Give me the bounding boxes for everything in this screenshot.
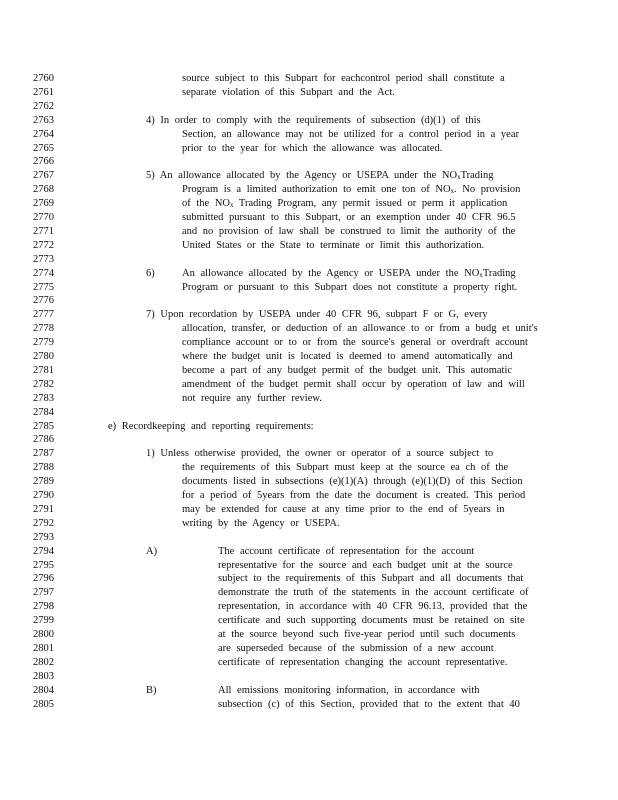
line-text: writing by the Agency or USEPA. (182, 517, 340, 529)
line-number: 2773 (33, 253, 54, 265)
document-line (0, 378, 618, 392)
document-line (0, 114, 618, 128)
document-line (0, 628, 618, 642)
line-number: 2802 (33, 656, 54, 668)
line-number: 2761 (33, 86, 54, 98)
line-number: 2765 (33, 142, 54, 154)
line-text: The account certificate of representation for the account (218, 545, 475, 557)
line-number: 2799 (33, 615, 54, 627)
document-line (0, 684, 618, 698)
line-text: allocation, transfer, or deduction of an allowance to or from a budg et unit's (182, 323, 538, 335)
document-line (0, 614, 618, 628)
line-number: 2764 (33, 128, 54, 140)
line-number: 2789 (33, 476, 54, 488)
line-number: 2787 (33, 448, 54, 460)
line-number: 2798 (33, 601, 54, 613)
line-number: 2763 (33, 114, 54, 126)
document-line (0, 503, 618, 517)
item-label: A) (146, 545, 158, 557)
document-line (0, 642, 618, 656)
line-number: 2793 (33, 531, 54, 543)
line-number: 2788 (33, 462, 54, 474)
document-line (0, 447, 618, 461)
document-line (0, 211, 618, 225)
document-line (0, 142, 618, 156)
line-number: 2780 (33, 351, 54, 362)
line-text: of the $NO_x$ Trading Program, any permit issued or perm it application (182, 198, 508, 210)
line-number: 2782 (33, 378, 54, 390)
line-text: for a period of 5years from the date the document is created. This period (182, 490, 526, 501)
line-number: 2790 (33, 490, 54, 501)
subscript: x (457, 173, 461, 182)
line-number: 2766 (33, 156, 54, 168)
line-text: documents listed in subsections (e)(1)(A) through (e)(1)(D) of this Section (182, 476, 523, 488)
line-text: An allowance allocated by the Agency or USEPA under the $NO_xTrading$ (182, 267, 516, 279)
item-label: B) (146, 684, 157, 696)
document-line (0, 253, 618, 267)
line-number: 2762 (33, 100, 54, 112)
line-number: 2769 (33, 198, 54, 210)
line-number: 2778 (33, 323, 54, 335)
line-text: Program or pursuant to this Subpart does not constitute a property right. (182, 281, 518, 293)
line-text: where the budget unit is located is deemed to amend automatically and (182, 351, 513, 362)
document-line (0, 364, 618, 378)
line-text: 5) An allowance allocated by the Agency or USEPA under the $NO_xTrading$ (146, 170, 494, 182)
line-text: may be extended for cause at any time prior to the end of 5years in (182, 503, 505, 515)
line-number: 2794 (33, 545, 54, 557)
line-text: Section, an allowance may not be utilized for a control period in a year (182, 128, 519, 140)
document-line (0, 155, 618, 169)
document-line (0, 600, 618, 614)
line-number: 2774 (33, 267, 54, 279)
line-text: are superseded because of the submission of a new account (218, 642, 494, 654)
document-line (0, 100, 618, 114)
line-number: 2792 (33, 517, 54, 529)
line-text: separate violation of this Subpart and the Act. (182, 86, 395, 98)
line-number: 2786 (33, 434, 54, 446)
line-number: 2791 (33, 503, 54, 515)
document-line (0, 656, 618, 670)
document-line (0, 698, 618, 712)
document-line (0, 128, 618, 142)
line-number: 2776 (33, 295, 54, 307)
line-number: 2784 (33, 406, 54, 418)
line-number: 2771 (33, 225, 54, 237)
document-line (0, 406, 618, 420)
line-text: 1) Unless otherwise provided, the owner or operator of a source subject to (146, 448, 494, 460)
line-number: 2795 (33, 559, 54, 571)
document-line (0, 517, 618, 531)
line-text: 7) Upon recordation by USEPA under 40 CFR 96, subpart F or G, every (146, 309, 488, 321)
line-number: 2767 (33, 170, 54, 182)
document-line (0, 183, 618, 197)
line-number: 2770 (33, 212, 54, 223)
line-number: 2785 (33, 420, 54, 432)
line-text: subsection (c) of this Section, provided that to the extent that 40 (218, 698, 520, 710)
line-number: 2775 (33, 281, 54, 293)
document-line (0, 433, 618, 447)
document-line (0, 72, 618, 86)
document-line (0, 559, 618, 573)
document-line (0, 670, 618, 684)
document-line (0, 531, 618, 545)
line-text: prior to the year for which the allowance was allocated. (182, 142, 443, 154)
document-line (0, 572, 618, 586)
line-number: 2797 (33, 587, 54, 599)
line-text: Program is a limited authorization to emit one ton of $NO_x$. No provision (182, 184, 521, 196)
line-number: 2772 (33, 239, 54, 251)
line-number: 2768 (33, 184, 54, 196)
document-line (0, 461, 618, 475)
document-line (0, 239, 618, 253)
line-text: the requirements of this Subpart must keep at the source ea ch of the (182, 462, 509, 474)
line-text: 4) In order to comply with the requirements of subsection (d)(1) of this (146, 114, 481, 126)
line-text: United States or the State to terminate or limit this authorization. (182, 239, 485, 251)
document-line (0, 350, 618, 364)
document-line (0, 322, 618, 336)
line-number: 2801 (33, 642, 54, 654)
document-line (0, 545, 618, 559)
document-line (0, 294, 618, 308)
line-text: representation, in accordance with 40 CFR 96.13, provided that the (218, 601, 528, 613)
document-line (0, 489, 618, 503)
line-text: compliance account or to or from the source's general or overdraft account (182, 337, 528, 349)
document-line (0, 86, 618, 100)
line-number: 2779 (33, 337, 54, 349)
line-text: source subject to this Subpart for eachcontrol period shall constitute a (182, 73, 505, 84)
subscript: x (450, 187, 455, 196)
subscript: x (230, 201, 234, 210)
line-text: demonstrate the truth of the statements in the account certificate of (218, 587, 529, 599)
line-number: 2796 (33, 573, 54, 585)
document-line (0, 336, 618, 350)
line-number: 2800 (33, 629, 54, 640)
line-text: not require any further review. (182, 392, 322, 404)
line-number: 2803 (33, 670, 54, 682)
line-text: certificate of representation changing the account representative. (218, 656, 508, 668)
line-text: submitted pursuant to this Subpart, or an exemption under 40 CFR 96.5 (182, 212, 516, 223)
item-label: 6) (146, 267, 155, 279)
line-text: amendment of the budget permit shall occur by operation of law and will (182, 378, 525, 390)
line-text: become a part of any budget permit of the budget unit. This automatic (182, 364, 513, 376)
line-number: 2805 (33, 698, 54, 710)
document-line (0, 225, 618, 239)
document-line (0, 267, 618, 281)
line-text: All emissions monitoring information, in accordance with (218, 684, 480, 696)
document-line (0, 392, 618, 406)
line-text: representative for the source and each budget unit at the source (218, 559, 513, 571)
document-line (0, 420, 618, 434)
line-number: 2804 (33, 684, 54, 696)
line-number: 2783 (33, 392, 54, 404)
line-number: 2777 (33, 309, 54, 321)
document-line (0, 586, 618, 600)
document-line (0, 197, 618, 211)
line-text: certificate and such supporting documents must be retained on site (218, 615, 525, 627)
document-line (0, 281, 618, 295)
line-number: 2760 (33, 73, 54, 84)
line-number: 2781 (33, 364, 54, 376)
subscript: x (479, 270, 483, 279)
document-line (0, 475, 618, 489)
line-text: and no provision of law shall be construed to limit the authority of the (182, 225, 516, 237)
line-text: subject to the requirements of this Subpart and all documents that (218, 573, 524, 585)
line-text: e) Recordkeeping and reporting requirements: (108, 420, 314, 432)
document-line (0, 308, 618, 322)
document-line (0, 169, 618, 183)
line-text: at the source beyond such five-year period until such documents (218, 629, 516, 640)
